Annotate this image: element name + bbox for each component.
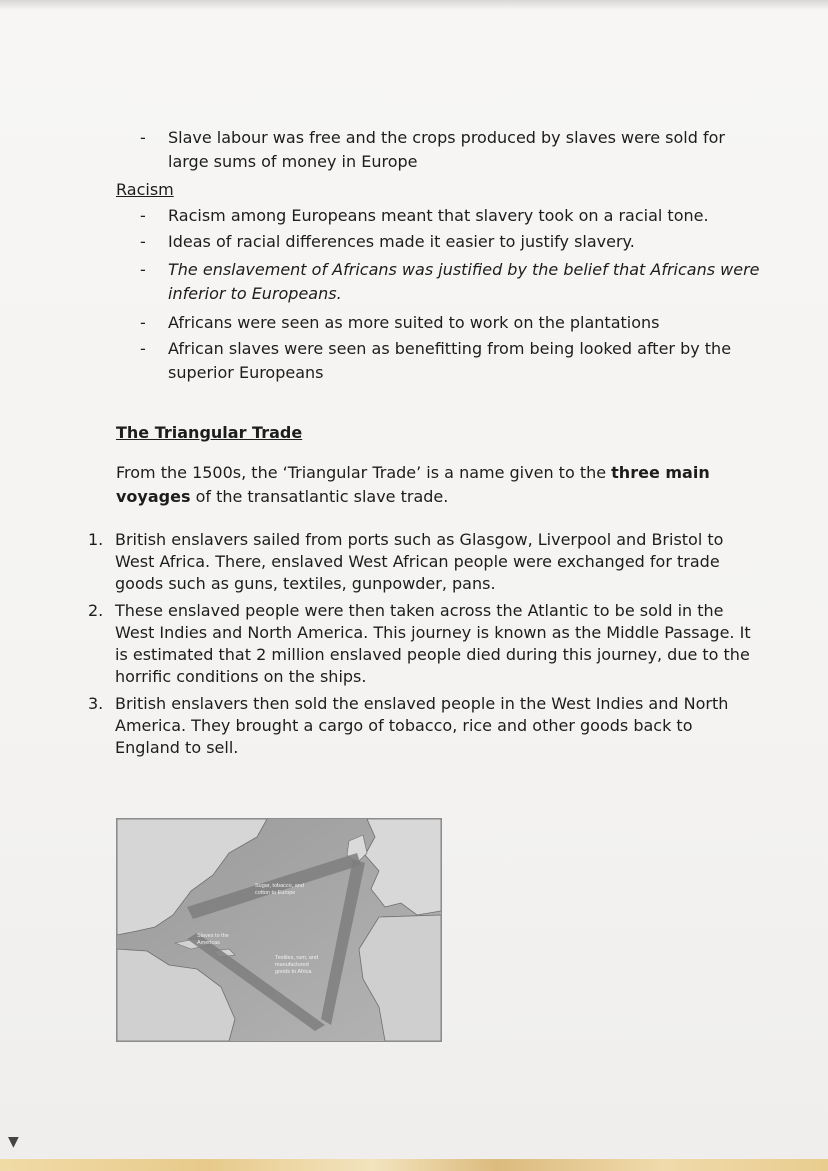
numbered-item	[88, 693, 768, 759]
staple-mark-icon: ▼	[8, 1134, 19, 1150]
list-line: British enslavers sailed from ports such as Glasgow, Liverpool and Bristol to	[115, 530, 724, 549]
bullet-line: Ideas of racial differences made it easier to justify slavery.	[168, 232, 635, 251]
map-label-line: goods to Africa	[275, 969, 312, 975]
map-label-line: cotton to Europe	[255, 890, 296, 896]
numbered-item	[88, 600, 768, 688]
list-line: British enslavers then sold the enslaved people in the West Indies and North	[115, 694, 729, 713]
intro-text: From the 1500s, the ‘Triangular Trade’ is a name given to the	[116, 463, 612, 482]
bullet-item	[140, 230, 760, 254]
bullet-line: large sums of money in Europe	[168, 152, 418, 171]
intro-text: of the transatlantic slave trade.	[190, 487, 449, 506]
map-label-line: Textiles, rum, and	[275, 955, 319, 961]
numbered-item	[88, 529, 768, 595]
page-fold-shadow	[0, 0, 828, 10]
bullet-line: superior Europeans	[168, 363, 324, 382]
list-line: These enslaved people were then taken across the Atlantic to be sold in the	[115, 601, 724, 620]
list-line: horrific conditions on the ships.	[115, 667, 367, 686]
map-label-line: manufactured	[275, 962, 309, 968]
bullet-item	[140, 126, 760, 174]
list-line: is estimated that 2 million enslaved people died during this journey, due to the	[115, 645, 750, 664]
dash-bullet-icon: -	[140, 339, 146, 358]
intro-bold-text: voyages	[116, 487, 191, 506]
bullet-item	[140, 258, 780, 306]
intro-paragraph	[116, 461, 736, 509]
list-line: England to sell.	[115, 738, 239, 757]
map-illustration	[117, 819, 441, 1041]
list-line: goods such as guns, textiles, gunpowder, pans.	[115, 574, 496, 593]
list-line: West Africa. There, enslaved West African people were exchanged for trade	[115, 552, 720, 571]
dash-bullet-icon: -	[140, 260, 146, 279]
bullet-item	[140, 204, 760, 228]
dash-bullet-icon: -	[140, 313, 146, 332]
bullet-line: inferior to Europeans.	[168, 284, 342, 303]
dash-bullet-icon: -	[140, 206, 146, 225]
bullet-line: Racism among Europeans meant that slavery took on a racial tone.	[168, 206, 709, 225]
map-label-line: Slaves to the	[197, 933, 229, 939]
bullet-line: The enslavement of Africans was justified by the belief that Africans were	[168, 260, 760, 279]
bullet-line: African slaves were seen as benefitting from being looked after by the	[168, 339, 732, 358]
list-number: 1.	[88, 530, 104, 549]
scan-edge-strip	[0, 1159, 828, 1171]
triangular-trade-map	[116, 818, 442, 1042]
bullet-item	[140, 311, 760, 335]
bullet-item	[140, 337, 760, 385]
section-heading-racism: Racism	[116, 180, 174, 199]
list-number: 3.	[88, 694, 104, 713]
bullet-line: Africans were seen as more suited to work on the plantations	[168, 313, 660, 332]
bullet-line: Slave labour was free and the crops produced by slaves were sold for	[168, 128, 725, 147]
map-label-line: Americas	[197, 940, 220, 946]
list-line: West Indies and North America. This journey is known as the Middle Passage. It	[115, 623, 751, 642]
map-label-line: Sugar, tobacco, and	[255, 883, 304, 889]
dash-bullet-icon: -	[140, 232, 146, 251]
list-number: 2.	[88, 601, 104, 620]
list-line: America. They brought a cargo of tobacco, rice and other goods back to	[115, 716, 693, 735]
section-title-triangular-trade: The Triangular Trade	[116, 423, 303, 442]
dash-bullet-icon: -	[140, 128, 146, 147]
intro-bold-text: three main	[611, 463, 710, 482]
